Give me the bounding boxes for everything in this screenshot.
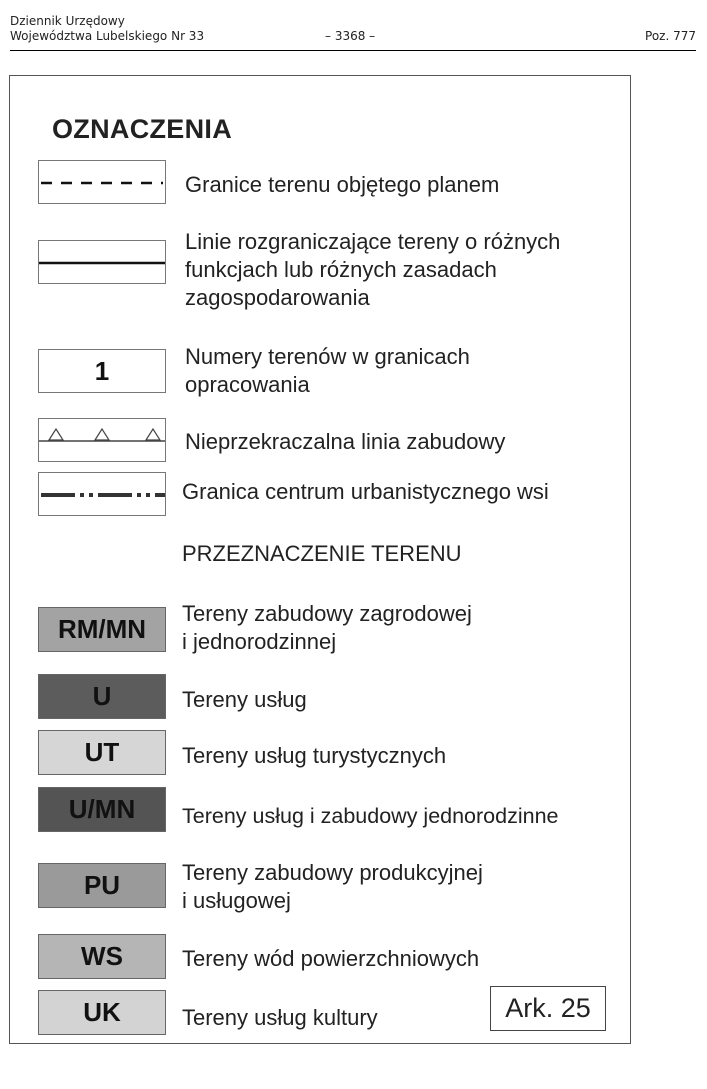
- position-number: Poz. 777: [645, 29, 696, 43]
- area-number-value: 1: [94, 355, 110, 386]
- land-use-label-ut: Tereny usług turystycznych: [182, 743, 447, 768]
- land-use-code-uk: UK: [38, 990, 166, 1035]
- journal-title: Dziennik Urzędowy: [10, 14, 125, 28]
- centre-boundary-label: Granica centrum urbanistycznego wsi: [182, 479, 549, 504]
- area-number-label: Numery terenów w granicach opracowania: [185, 344, 470, 397]
- land-use-label-u-mn: Tereny usług i zabudowy jednorodzinne: [182, 804, 559, 828]
- building-line-label: Nieprzekraczalna linia zabudowy: [185, 429, 506, 454]
- centre-boundary-symbol: [38, 472, 166, 516]
- dividing-line-symbol: [38, 240, 166, 284]
- land-use-code-u: U: [38, 674, 166, 719]
- page-number: – 3368 –: [325, 29, 376, 43]
- page-header: [10, 14, 696, 51]
- legend-title: OZNACZENIA: [52, 114, 232, 144]
- sheet-number-box: Ark. 25: [490, 986, 606, 1031]
- building-line-symbol: [38, 418, 166, 462]
- plan-boundary-label: Granice terenu objętego planem: [185, 172, 500, 197]
- land-use-code-rm-mn: RM/MN: [38, 607, 166, 652]
- land-use-label-ws: Tereny wód powierzchniowych: [182, 946, 480, 971]
- dividing-line-label: Linie rozgraniczające tereny o różnych funkcjach lub różnych zasadach zagospodarowania: [185, 229, 561, 310]
- plan-boundary-symbol: [38, 160, 166, 204]
- land-use-code-pu: PU: [38, 863, 166, 908]
- land-use-label-u: Tereny usług: [182, 687, 307, 712]
- land-use-code-u-mn: U/MN: [38, 787, 166, 832]
- land-use-code-ws: WS: [38, 934, 166, 979]
- land-use-label-uk: Tereny usług kultury: [182, 1005, 378, 1030]
- land-use-heading: PRZEZNACZENIE TERENU: [182, 541, 462, 566]
- land-use-label-pu: Tereny zabudowy produkcyjnej i usługowej: [182, 860, 483, 913]
- journal-subtitle: Województwa Lubelskiego Nr 33: [10, 29, 205, 43]
- land-use-label-rm-mn: Tereny zabudowy zagrodowej i jednorodzinnej: [182, 601, 472, 654]
- area-number-symbol: [38, 349, 166, 393]
- land-use-code-ut: UT: [38, 730, 166, 775]
